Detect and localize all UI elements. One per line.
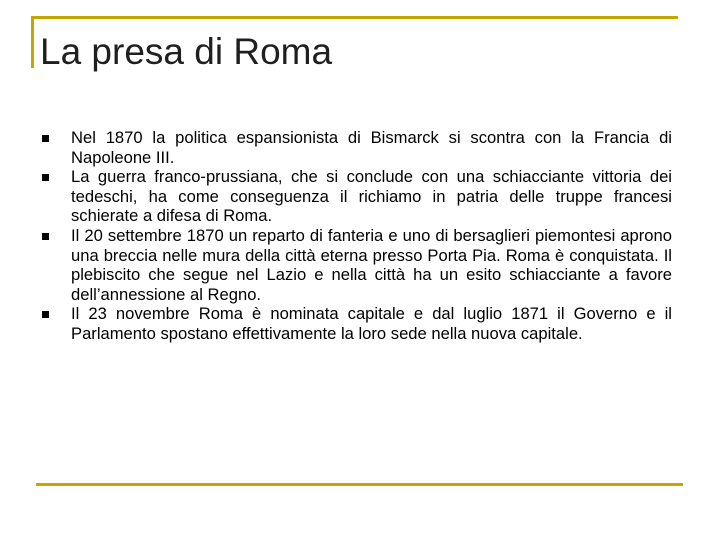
bullet-text: Nel 1870 la politica espansionista di Bismarck si scontra con la Francia di Napoleone III. xyxy=(71,128,672,167)
bullet-item xyxy=(40,167,672,226)
square-bullet-icon xyxy=(42,135,49,142)
bullet-list xyxy=(40,128,672,344)
bullet-text: Il 23 novembre Roma è nominata capitale e dal luglio 1871 il Governo e il Parlamento spostano effettivamente la loro sede nella nuova capitale. xyxy=(71,304,672,343)
bullet-item xyxy=(40,128,672,167)
slide-title: La presa di Roma xyxy=(40,31,333,72)
square-bullet-icon xyxy=(42,233,49,240)
square-bullet-icon xyxy=(42,174,49,181)
bullet-text: La guerra franco-prussiana, che si conclude con una schiacciante vittoria dei tedeschi, ha come conseguenza il richiamo in patria delle truppe francesi schierate a difesa di Roma. xyxy=(71,167,672,226)
bullet-item xyxy=(40,226,672,304)
square-bullet-icon xyxy=(42,311,49,318)
footer-divider-line xyxy=(36,483,683,486)
bullet-item xyxy=(40,304,672,343)
title-frame-top-line xyxy=(31,16,678,19)
bullet-text: Il 20 settembre 1870 un reparto di fanteria e uno di bersaglieri piemontesi aprono una breccia nelle mura della città eterna presso Porta Pia. Roma è conquistata. Il plebiscito che segue nel Lazio e nella città ha un esito schiacciante a favore dell’annessione al Regno. xyxy=(71,225,672,304)
title-frame-left-line xyxy=(31,16,34,68)
